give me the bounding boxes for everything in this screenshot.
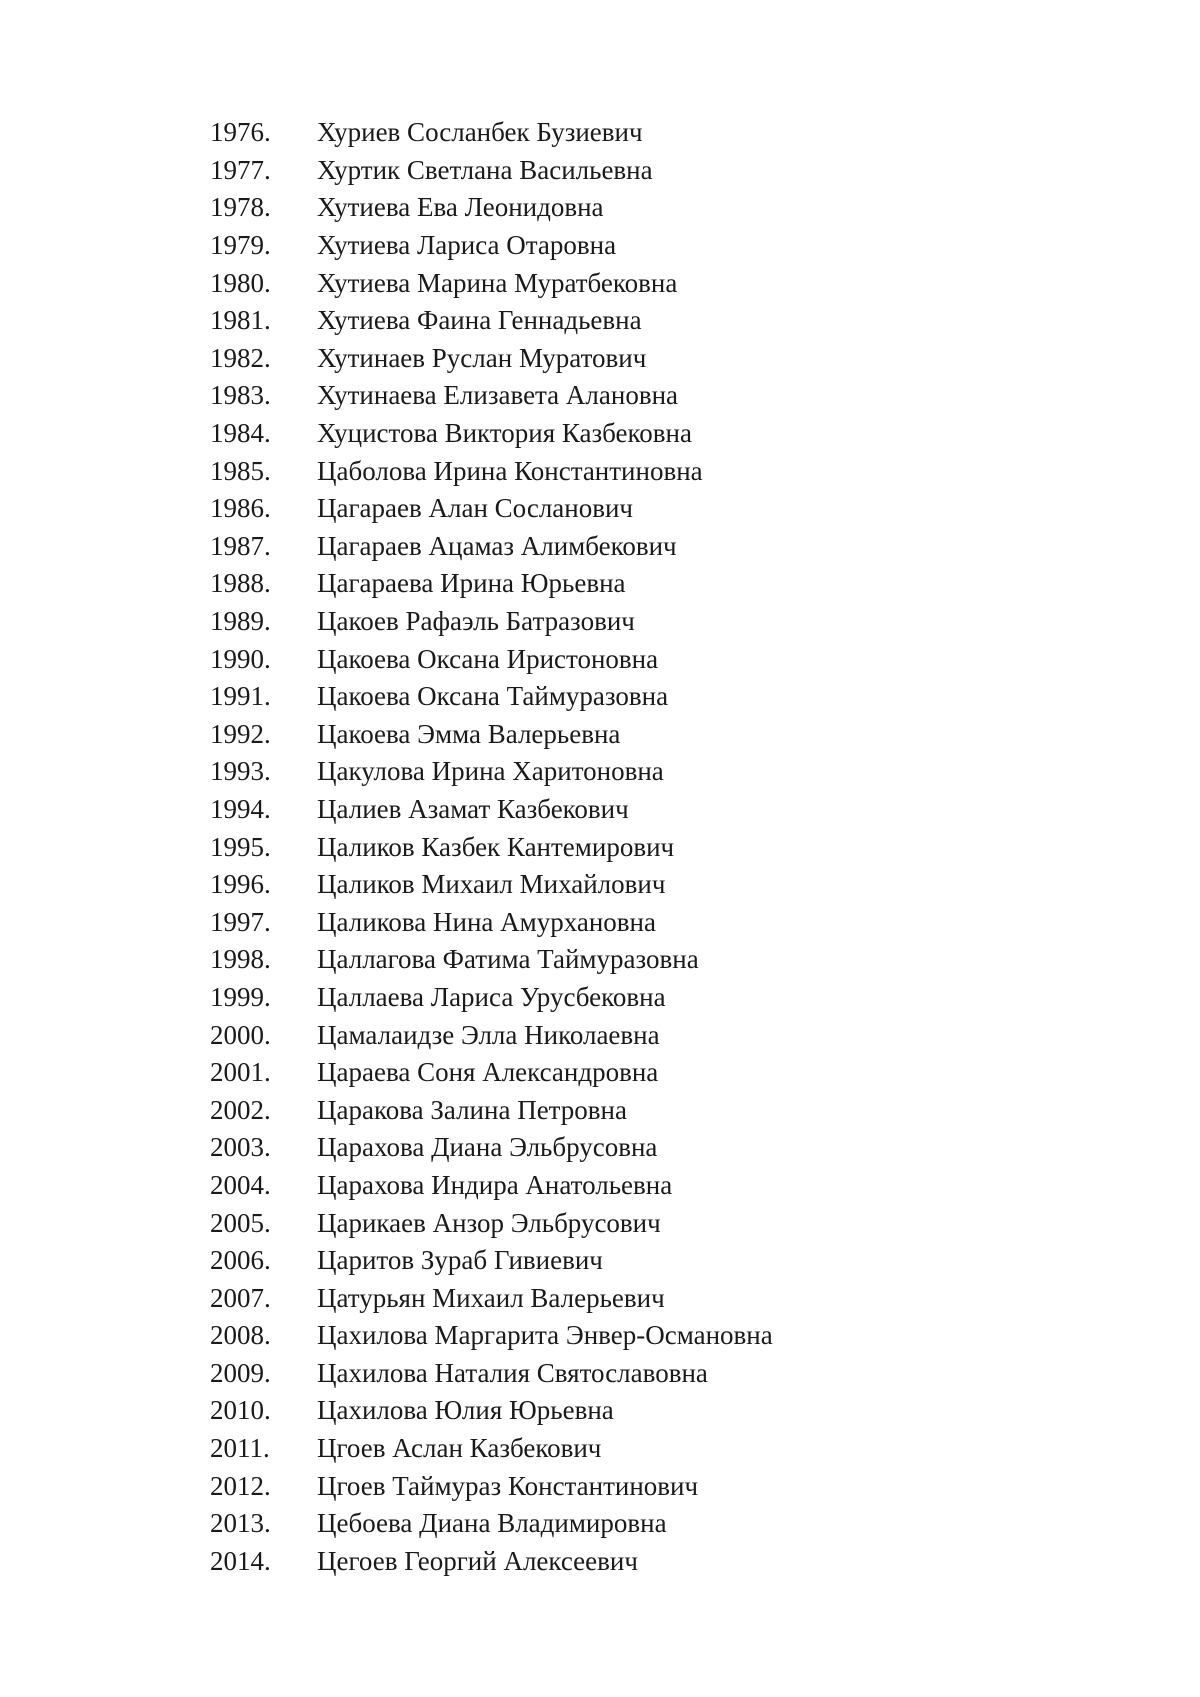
- list-item: [210, 490, 773, 528]
- entry-number: 1991.: [210, 681, 271, 712]
- entry-number: 2003.: [210, 1132, 271, 1163]
- list-item: [210, 1016, 773, 1054]
- entry-name: Царакова Залина Петровна: [317, 1094, 627, 1125]
- entry-number: 1997.: [210, 906, 271, 937]
- list-item: [210, 716, 773, 754]
- entry-name: Цаликов Михаил Михайлович: [317, 869, 666, 900]
- entry-name: Хутиева Марина Муратбековна: [317, 267, 678, 298]
- entry-number: 1989.: [210, 606, 271, 637]
- entry-name: Цалиев Азамат Казбекович: [317, 793, 629, 824]
- list-item: [210, 941, 773, 979]
- entry-name: Цебоева Диана Владимировна: [317, 1508, 667, 1539]
- entry-name: Цатурьян Михаил Валерьевич: [317, 1282, 665, 1313]
- entry-name: Цагараев Ацамаз Алимбекович: [317, 530, 677, 561]
- list-item: [210, 828, 773, 866]
- list-item: [210, 678, 773, 716]
- list-item: [210, 340, 773, 378]
- list-item: [210, 377, 773, 415]
- entry-name: Цакулова Ирина Харитоновна: [317, 756, 664, 787]
- list-item: [210, 1543, 773, 1581]
- list-item: [210, 415, 773, 453]
- entry-number: 1992.: [210, 718, 271, 749]
- list-item: [210, 452, 773, 490]
- entry-name: Цаллагова Фатима Таймуразовна: [317, 944, 699, 975]
- entry-name: Цакоева Оксана Иристоновна: [317, 643, 659, 674]
- entry-name: Цаликов Казбек Кантемирович: [317, 831, 675, 862]
- entry-name: Цаболова Ирина Константиновна: [317, 455, 703, 486]
- list-item: [210, 114, 773, 152]
- entry-number: 1986.: [210, 493, 271, 524]
- entry-number: 2004.: [210, 1169, 271, 1200]
- list-item: [210, 753, 773, 791]
- entry-name: Хутиева Фаина Геннадьевна: [317, 305, 642, 336]
- list-item: [210, 1430, 773, 1468]
- entry-name: Цгоев Аслан Казбекович: [317, 1433, 602, 1464]
- entry-name: Цаликова Нина Амурхановна: [317, 906, 656, 937]
- entry-name: Хутиева Ева Леонидовна: [317, 192, 604, 223]
- entry-number: 1988.: [210, 568, 271, 599]
- entry-name: Цагараева Ирина Юрьевна: [317, 568, 626, 599]
- entry-name: Цагараев Алан Сосланович: [317, 493, 634, 524]
- list-item: [210, 1054, 773, 1092]
- entry-name: Цахилова Наталия Святославовна: [317, 1357, 708, 1388]
- entry-number: 2014.: [210, 1545, 271, 1576]
- list-item: [210, 1392, 773, 1430]
- list-item: [210, 1167, 773, 1205]
- entry-name: Цакоева Оксана Таймуразовна: [317, 681, 669, 712]
- entry-number: 2006.: [210, 1245, 271, 1276]
- entry-number: 2009.: [210, 1357, 271, 1388]
- entry-number: 2000.: [210, 1019, 271, 1050]
- entry-name: Царахова Диана Эльбрусовна: [317, 1132, 658, 1163]
- list-item: [210, 1355, 773, 1393]
- entry-number: 1996.: [210, 869, 271, 900]
- entry-number: 1978.: [210, 192, 271, 223]
- entry-number: 2008.: [210, 1320, 271, 1351]
- list-item: [210, 640, 773, 678]
- numbered-name-list: [210, 114, 773, 1580]
- entry-number: 1999.: [210, 981, 271, 1012]
- entry-number: 2001.: [210, 1057, 271, 1088]
- entry-name: Хутиева Лариса Отаровна: [317, 230, 617, 261]
- entry-name: Царитов Зураб Гивиевич: [317, 1245, 603, 1276]
- entry-number: 1987.: [210, 530, 271, 561]
- list-item: [210, 1129, 773, 1167]
- entry-number: 1995.: [210, 831, 271, 862]
- entry-number: 2007.: [210, 1282, 271, 1313]
- entry-number: 2002.: [210, 1094, 271, 1125]
- entry-number: 2011.: [210, 1433, 270, 1464]
- entry-number: 1980.: [210, 267, 271, 298]
- entry-name: Цамалаидзе Элла Николаевна: [317, 1019, 660, 1050]
- entry-number: 1984.: [210, 418, 271, 449]
- entry-number: 1979.: [210, 230, 271, 261]
- entry-name: Цаллаева Лариса Урусбековна: [317, 981, 666, 1012]
- list-item: [210, 227, 773, 265]
- entry-number: 1993.: [210, 756, 271, 787]
- list-item: [210, 1204, 773, 1242]
- entry-number: 1981.: [210, 305, 271, 336]
- list-item: [210, 903, 773, 941]
- list-item: [210, 189, 773, 227]
- list-item: [210, 1505, 773, 1543]
- entry-name: Цахилова Юлия Юрьевна: [317, 1395, 614, 1426]
- entry-name: Хутинаев Руслан Муратович: [317, 342, 647, 373]
- entry-number: 2010.: [210, 1395, 271, 1426]
- entry-number: 1990.: [210, 643, 271, 674]
- entry-number: 1998.: [210, 944, 271, 975]
- entry-name: Хуртик Светлана Васильевна: [317, 154, 653, 185]
- list-item: [210, 264, 773, 302]
- entry-number: 1994.: [210, 793, 271, 824]
- entry-name: Хуцистова Виктория Казбековна: [317, 418, 692, 449]
- list-item: [210, 1467, 773, 1505]
- entry-number: 2013.: [210, 1508, 271, 1539]
- entry-name: Цараева Соня Александровна: [317, 1057, 659, 1088]
- entry-number: 1982.: [210, 342, 271, 373]
- list-item: [210, 1317, 773, 1355]
- list-item: [210, 528, 773, 566]
- entry-name: Цгоев Таймураз Константинович: [317, 1470, 699, 1501]
- entry-name: Цегоев Георгий Алексеевич: [317, 1545, 638, 1576]
- list-item: [210, 302, 773, 340]
- entry-number: 1977.: [210, 154, 271, 185]
- entry-name: Цакоева Эмма Валерьевна: [317, 718, 621, 749]
- entry-number: 1983.: [210, 380, 271, 411]
- list-item: [210, 1279, 773, 1317]
- list-item: [210, 1091, 773, 1129]
- entry-name: Цахилова Маргарита Энвер-Османовна: [317, 1320, 773, 1351]
- entry-number: 1976.: [210, 117, 271, 148]
- entry-name: Хуриев Сосланбек Бузиевич: [317, 117, 643, 148]
- list-item: [210, 1242, 773, 1280]
- list-item: [210, 565, 773, 603]
- entry-number: 1985.: [210, 455, 271, 486]
- entry-number: 2005.: [210, 1207, 271, 1238]
- list-item: [210, 603, 773, 641]
- entry-name: Царикаев Анзор Эльбрусович: [317, 1207, 661, 1238]
- list-item: [210, 979, 773, 1017]
- entry-name: Хутинаева Елизавета Алановна: [317, 380, 679, 411]
- list-item: [210, 866, 773, 904]
- entry-number: 2012.: [210, 1470, 271, 1501]
- entry-name: Цакоев Рафаэль Батразович: [317, 606, 635, 637]
- list-item: [210, 152, 773, 190]
- list-item: [210, 791, 773, 829]
- entry-name: Царахова Индира Анатольевна: [317, 1169, 673, 1200]
